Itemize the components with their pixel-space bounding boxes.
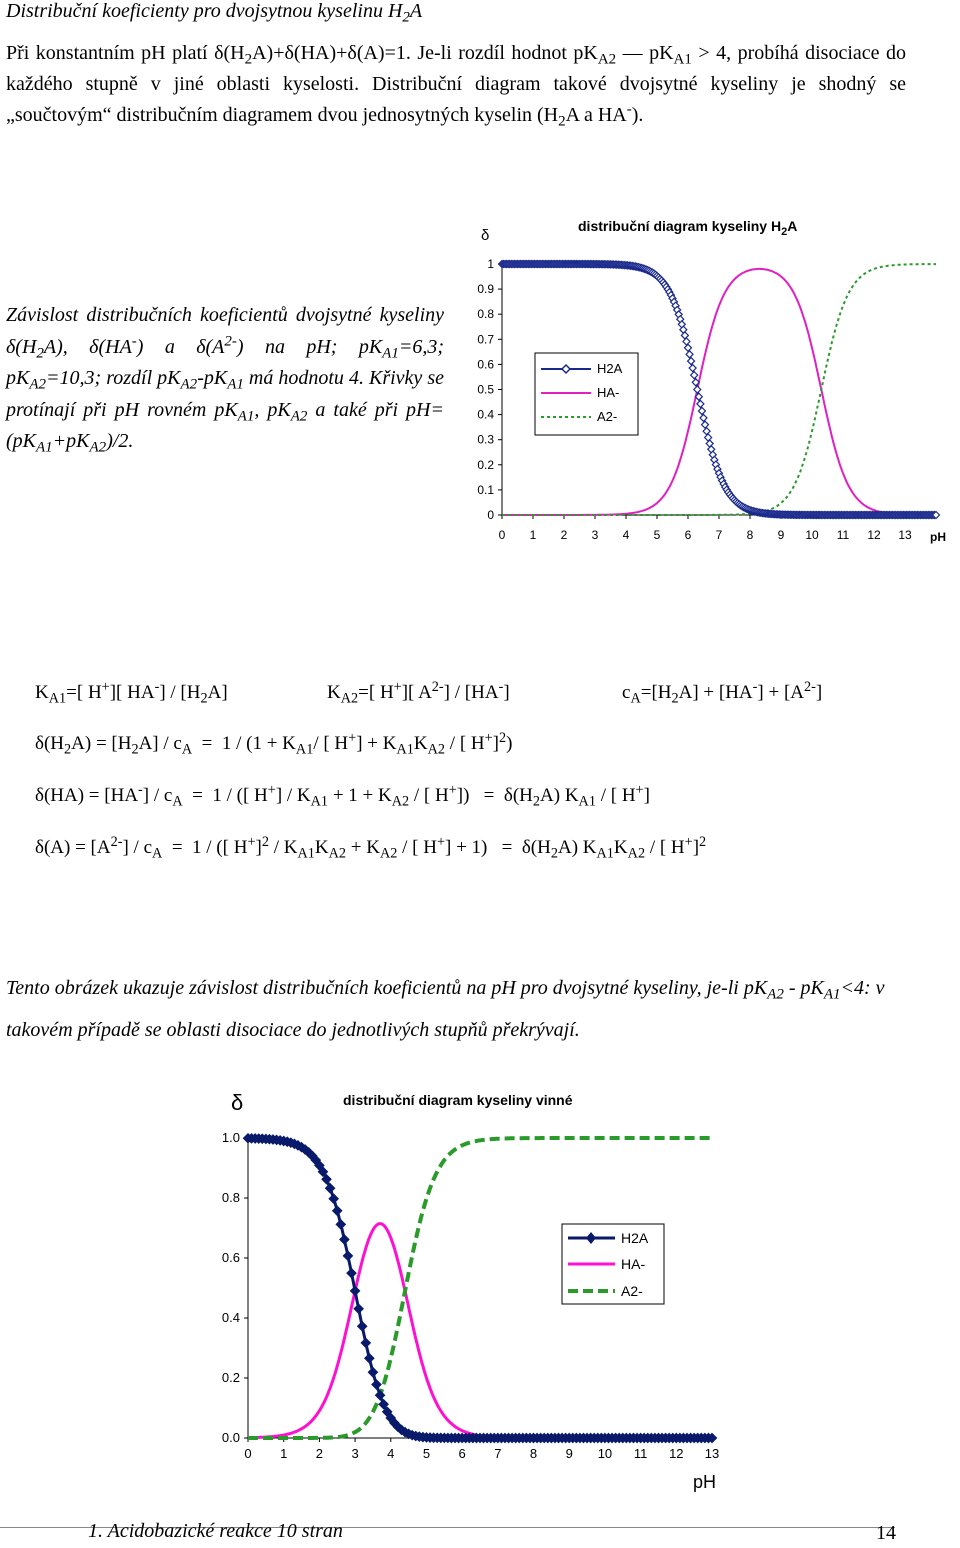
chart1-ytick-label: 0.9 xyxy=(477,282,494,297)
equation-ca: $c_A=[H_2A] + [HA^-] + [A^{2-}]$ xyxy=(622,678,823,707)
chart1-ytick-label: 0.4 xyxy=(477,407,494,422)
equation-ka1: $K_{A1}=$[ H+][ $HA^-] / [H_2A]$ xyxy=(35,678,228,707)
page-heading: Distribuční koeficienty pro dvojsytnou kyselinu $H_2A$ xyxy=(6,0,423,26)
chart2-xtick-label: 0 xyxy=(244,1446,252,1461)
distribution-chart-h2a xyxy=(463,212,957,547)
chart1-ytick-label: 0.1 xyxy=(477,482,494,497)
chart1-ylabel: δ xyxy=(481,227,490,244)
chart1-xtick-label: 5 xyxy=(653,528,661,542)
chart1-legend-ha: HA- xyxy=(597,385,620,400)
figure1-caption: Závislost distribučních koeficientů dvojsytné kyseliny $\delta(H_2A)$, δ(HA-) a $\delta(A^{2-})$ na pH; $pK_{A1}=6,3$; $pK_{A2}=10,3$; rozdíl $pK_{A2}-pK_{A1}$ má hodnotu 4. Křivky se protínají při pH rovném $pK_{A1}$, $pK_{A2}$ a také při $pH=(pK_{A1}+pK_{A2})/2$. xyxy=(6,304,444,456)
chart1-xtick-label: 3 xyxy=(591,528,599,542)
chart2-xtick-label: 6 xyxy=(458,1446,466,1461)
chart1-xtick-label: 9 xyxy=(777,528,785,542)
chart2-title: distribuční diagram kyseliny vinné xyxy=(343,1092,573,1108)
chart1-ytick-label: 0.7 xyxy=(477,332,494,347)
chart1-title: distribuční diagram kyseliny $H_2A$ xyxy=(578,218,798,238)
chart2-legend-a2: A2- xyxy=(621,1283,643,1299)
chart2-xtick-label: 12 xyxy=(669,1446,684,1461)
chart2-legend-h2a: H2A xyxy=(621,1230,649,1246)
chart1-legend-h2a: H2A xyxy=(597,361,623,376)
chart2-ytick-label: 0.8 xyxy=(221,1190,240,1205)
chart1-ytick-label: 0.3 xyxy=(477,432,494,447)
chart1-xtick-label: 10 xyxy=(805,528,819,542)
equation-delta-h2a: $\delta(H_2A) = [H_2A] / c_A = 1 / (1 + K_{A1}/$ [ $H^+] + K_{A1}K_{A2}$ / [ H+]$^2$) xyxy=(35,729,513,758)
chart2-xtick-label: 1 xyxy=(280,1446,288,1461)
figure2-caption: Tento obrázek ukazuje závislost distribučních koeficientů na pH pro dvojsytné kyseliny, je-li $pK_{A2} - pK_{A1}<4$: v takovém případě se oblasti disociace do jednotlivých stupňů překrývají. xyxy=(6,977,885,1041)
chart1-legend xyxy=(535,353,638,435)
chart2-xtick-label: 4 xyxy=(387,1446,395,1461)
equation-delta-a: $\delta(A) = [A^{2-}] / c_A = 1$ / ([ $H^+]^2 / K_{A1}K_{A2} + K_{A2}$ / [ $H^+] + 1) = \delta(H_2A)$ $K_{A1}K_{A2}$ / [ H+]$^2$ xyxy=(35,833,707,862)
chart2-legend-ha: HA- xyxy=(621,1256,646,1272)
chart1-xtick-label: 13 xyxy=(898,528,912,542)
chart1-ytick-label: 0.8 xyxy=(477,307,494,322)
chart1-xtick-label: 8 xyxy=(746,528,754,542)
chart1-ytick-label: 0.6 xyxy=(477,357,494,372)
chart1-ytick-label: 0 xyxy=(487,508,494,522)
chart1-xtick-label: 7 xyxy=(715,528,723,542)
distribution-chart-tartaric xyxy=(185,1078,730,1496)
chart2-xtick-label: 8 xyxy=(529,1446,538,1461)
chart2-ytick-label: 0.4 xyxy=(221,1310,240,1325)
chart1-xtick-label: 4 xyxy=(622,528,630,542)
chart1-ytick-label: 1 xyxy=(487,257,494,271)
chart2-xtick-label: 13 xyxy=(704,1446,720,1461)
chart2-xtick-label: 9 xyxy=(565,1446,573,1461)
chart2-ytick-label: 0.0 xyxy=(221,1430,240,1445)
chart2-ytick-label: 1.0 xyxy=(221,1130,240,1145)
footer-title: 1. Acidobazické reakce 10 stran xyxy=(88,1520,343,1542)
chart2-xtick-label: 7 xyxy=(494,1446,502,1461)
chart1-xtick-label: 12 xyxy=(867,528,881,542)
chart2-ytick-label: 0.2 xyxy=(221,1370,240,1385)
equation-ka2: $K_{A2}=$[ H+][ $A^{2-}] / [HA^-]$ xyxy=(327,678,510,707)
chart1-xtick-label: 11 xyxy=(836,528,850,542)
equation-delta-ha: $\delta(HA) = [HA^-] / c_A = 1$ / ([ $H^+] / K_{A1} + 1 + K_{A2}$ / [ $H^+]) = \delta(H_2A)$ $K_{A1}$ / [ H+] xyxy=(35,781,650,810)
chart2-legend xyxy=(562,1224,664,1304)
chart2-xtick-label: 10 xyxy=(597,1446,613,1461)
chart1-ytick-label: 0.5 xyxy=(477,382,494,397)
chart2-xtick-label: 3 xyxy=(351,1446,359,1461)
chart1-xlabel: pH xyxy=(930,530,946,544)
chart2-xlabel: pH xyxy=(693,1472,717,1492)
chart1-xtick-label: 2 xyxy=(560,528,568,542)
chart1-ytick-label: 0.2 xyxy=(477,457,494,472)
page-number: 14 xyxy=(876,1522,896,1544)
chart1-legend-a2: A2- xyxy=(597,409,618,424)
chart2-xtick-label: 5 xyxy=(422,1446,431,1461)
chart2-xtick-label: 2 xyxy=(315,1446,324,1461)
chart1-xtick-label: 1 xyxy=(529,528,537,542)
chart1-xtick-label: 6 xyxy=(684,528,692,542)
chart2-ytick-label: 0.6 xyxy=(221,1250,240,1265)
chart1-xtick-label: 0 xyxy=(498,528,506,542)
chart2-ylabel: δ xyxy=(231,1090,244,1115)
intro-paragraph: Při konstantním pH platí $\delta(H_2A)+\delta(HA)+\delta(A)=1$. Je-li rozdíl hodnot $pK_{A2}$ — $pK_{A1} > 4$, probíhá disociace do každého stupně v jiné oblasti kyselosti. Distribuční diagram takové dvojsytné kyseliny je shodný se „součtovým“ distribučním diagramem dvou jednosytných kyselin ($H_2A$ a HA-). xyxy=(6,42,906,130)
chart2-xtick-label: 11 xyxy=(633,1446,648,1461)
